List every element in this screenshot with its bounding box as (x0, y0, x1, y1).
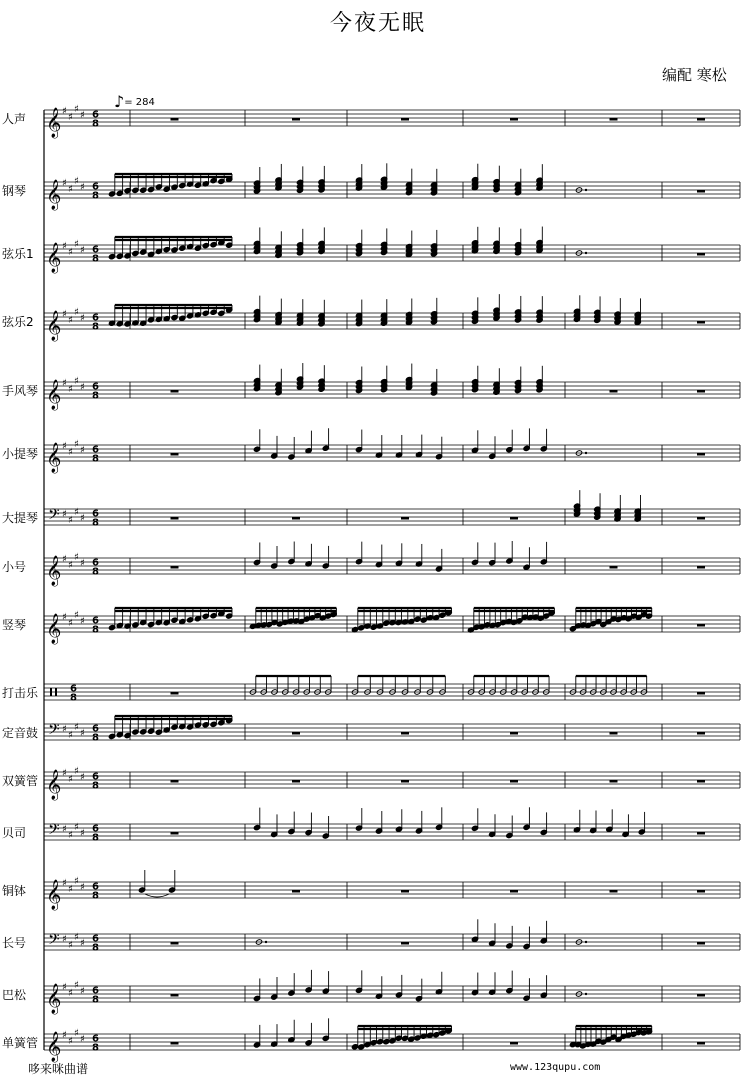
sharp-icon: ♯ (62, 509, 67, 520)
bar-rest (697, 517, 705, 520)
bar-rest (697, 566, 705, 569)
staff (44, 716, 740, 744)
sharp-icon: ♯ (62, 768, 67, 779)
bar-rest (292, 118, 300, 121)
dot (585, 189, 587, 191)
treble-clef-icon: 𝄞 (46, 984, 62, 1014)
sharp-icon: ♯ (68, 830, 73, 841)
instrument-label: 钢琴 (2, 184, 27, 198)
staff (44, 541, 740, 587)
sharp-icon: ♯ (68, 515, 73, 526)
sharp-icon: ♯ (68, 940, 73, 951)
treble-clef-icon: 𝄞 (46, 180, 62, 210)
sharp-icon: ♯ (68, 560, 73, 571)
instrument-label: 铜钵 (2, 884, 27, 898)
bar-rest (697, 994, 705, 997)
time-signature-bottom: 8 (92, 994, 99, 1006)
time-signature-bottom: 8 (92, 732, 99, 744)
bar-rest (171, 832, 179, 835)
bar-rest (510, 890, 518, 893)
bar-rest (401, 517, 409, 520)
bar-rest (697, 942, 705, 945)
sharp-icon: ♯ (62, 824, 67, 835)
bar-rest (292, 780, 300, 783)
time-signature-bottom: 8 (92, 942, 99, 954)
bar-rest (510, 1042, 518, 1045)
sharp-icon: ♯ (68, 884, 73, 895)
bar-rest (401, 942, 409, 945)
sharp-icon: ♯ (68, 1036, 73, 1047)
time-signature-bottom: 8 (92, 624, 99, 636)
time-signature-top: 6 (92, 312, 99, 324)
bass-clef-icon: 𝄢 (48, 721, 60, 742)
sharp-icon: ♯ (80, 986, 85, 997)
bar-rest (697, 624, 705, 627)
sharp-icon: ♯ (80, 772, 85, 783)
bar-rest (401, 780, 409, 783)
sharp-icon: ♯ (62, 878, 67, 889)
sharp-icon: ♯ (80, 382, 85, 393)
dot (585, 993, 587, 995)
tempo-value: = 284 (124, 97, 155, 108)
staff (44, 919, 740, 953)
time-signature-bottom: 8 (92, 321, 99, 333)
bar-rest (292, 890, 300, 893)
treble-clef-icon: 𝄞 (46, 770, 62, 800)
treble-clef-icon: 𝄞 (46, 311, 62, 341)
sharp-icon: ♯ (80, 182, 85, 193)
sharp-icon: ♯ (62, 178, 67, 189)
instrument-label: 大提琴 (2, 511, 39, 525)
sharp-icon: ♯ (74, 307, 79, 318)
time-signature-bottom: 8 (92, 253, 99, 265)
footer-site-name: 哆来咪曲谱 (28, 1062, 89, 1076)
bar-rest (171, 566, 179, 569)
instrument-label: 巴松 (2, 988, 27, 1002)
footer-url: www.123qupu.com (510, 1062, 601, 1073)
treble-clef-icon: 𝄞 (46, 1032, 62, 1062)
sharp-icon: ♯ (68, 112, 73, 123)
time-signature-bottom: 8 (92, 780, 99, 792)
bar-rest (697, 321, 705, 324)
time-signature-bottom: 8 (92, 517, 99, 529)
bar-rest (292, 732, 300, 735)
sharp-icon: ♯ (80, 245, 85, 256)
staff (44, 363, 740, 411)
instrument-label: 定音鼓 (2, 726, 39, 740)
bar-rest (171, 780, 179, 783)
instrument-label: 小号 (2, 560, 27, 574)
bar-rest (401, 890, 409, 893)
sharp-icon: ♯ (62, 106, 67, 117)
time-signature-top: 6 (92, 881, 99, 893)
dot (585, 941, 587, 943)
sharp-icon: ♯ (80, 313, 85, 324)
sharp-icon: ♯ (74, 1028, 79, 1039)
time-signature-top: 6 (70, 683, 77, 695)
sharp-icon: ♯ (80, 728, 85, 739)
time-signature-top: 6 (92, 557, 99, 569)
sharp-icon: ♯ (62, 982, 67, 993)
sharp-icon: ♯ (74, 176, 79, 187)
sharp-icon: ♯ (62, 1030, 67, 1041)
bar-rest (697, 453, 705, 456)
sharp-icon: ♯ (68, 184, 73, 195)
bar-rest (697, 890, 705, 893)
staff (44, 870, 740, 911)
time-signature-bottom: 8 (92, 566, 99, 578)
sharp-icon: ♯ (74, 876, 79, 887)
treble-clef-icon: 𝄞 (46, 614, 62, 644)
sharp-icon: ♯ (74, 766, 79, 777)
bar-rest (171, 517, 179, 520)
bar-rest (697, 780, 705, 783)
sharp-icon: ♯ (68, 384, 73, 395)
bass-clef-icon: 𝄢 (48, 821, 60, 842)
staff (44, 294, 740, 342)
sharp-icon: ♯ (68, 447, 73, 458)
sharp-icon: ♯ (74, 822, 79, 833)
sharp-icon: ♯ (74, 104, 79, 115)
sharp-icon: ♯ (68, 247, 73, 258)
bar-rest (697, 190, 705, 193)
sharp-icon: ♯ (62, 441, 67, 452)
instrument-label: 竖琴 (2, 618, 27, 632)
sharp-icon: ♯ (74, 932, 79, 943)
sharp-icon: ♯ (68, 988, 73, 999)
bar-rest (510, 780, 518, 783)
time-signature-top: 6 (92, 933, 99, 945)
sharp-icon: ♯ (80, 445, 85, 456)
sharp-icon: ♯ (74, 552, 79, 563)
time-signature-top: 6 (92, 181, 99, 193)
time-signature-top: 6 (92, 444, 99, 456)
bar-rest (610, 890, 618, 893)
time-signature-bottom: 8 (92, 1042, 99, 1054)
bar-rest (171, 692, 179, 695)
bar-rest (610, 566, 618, 569)
bar-rest (697, 253, 705, 256)
sharp-icon: ♯ (80, 558, 85, 569)
sharp-icon: ♯ (68, 315, 73, 326)
time-signature-bottom: 8 (92, 890, 99, 902)
bar-rest (171, 453, 179, 456)
sharp-icon: ♯ (80, 616, 85, 627)
sharp-icon: ♯ (74, 376, 79, 387)
staff (44, 227, 740, 274)
staff (44, 766, 740, 801)
bass-clef-icon: 𝄢 (48, 506, 60, 527)
sharp-icon: ♯ (62, 934, 67, 945)
staff (44, 970, 740, 1015)
percussion-clef-icon (55, 688, 57, 696)
time-signature-top: 6 (92, 508, 99, 520)
arranger-credit: 编配 寒松 (662, 66, 727, 84)
staff (44, 428, 740, 474)
bar-rest (697, 732, 705, 735)
instrument-label: 弦乐2 (2, 315, 34, 329)
treble-clef-icon: 𝄞 (46, 380, 62, 410)
sharp-icon: ♯ (74, 507, 79, 518)
time-signature-top: 6 (92, 244, 99, 256)
dot (265, 941, 267, 943)
sharp-icon: ♯ (80, 882, 85, 893)
bar-rest (171, 994, 179, 997)
time-signature-bottom: 8 (70, 692, 77, 704)
instrument-label: 人声 (2, 112, 27, 126)
treble-clef-icon: 𝄞 (46, 108, 62, 138)
time-signature-top: 6 (92, 615, 99, 627)
time-signature-top: 6 (92, 771, 99, 783)
staff (44, 608, 740, 645)
time-signature-top: 6 (92, 985, 99, 997)
score-title: 今夜无眠 (329, 11, 426, 36)
time-signature-bottom: 8 (92, 390, 99, 402)
bar-rest (171, 942, 179, 945)
time-signature-top: 6 (92, 1033, 99, 1045)
bar-rest (510, 517, 518, 520)
staff (44, 807, 740, 843)
sharp-icon: ♯ (80, 938, 85, 949)
sharp-icon: ♯ (68, 774, 73, 785)
sharp-icon: ♯ (74, 439, 79, 450)
bass-clef-icon: 𝄢 (48, 931, 60, 952)
time-signature-top: 6 (92, 823, 99, 835)
staff (44, 676, 740, 704)
instrument-label: 长号 (2, 936, 27, 950)
dot (585, 452, 587, 454)
sharp-icon: ♯ (68, 618, 73, 629)
bar-rest (292, 517, 300, 520)
instrument-label: 打击乐 (2, 686, 39, 700)
sharp-icon: ♯ (74, 610, 79, 621)
sharp-icon: ♯ (80, 110, 85, 121)
time-signature-bottom: 8 (92, 190, 99, 202)
sharp-icon: ♯ (62, 309, 67, 320)
bar-rest (697, 1042, 705, 1045)
instrument-label: 手风琴 (2, 384, 39, 398)
time-signature-bottom: 8 (92, 832, 99, 844)
time-signature-top: 6 (92, 723, 99, 735)
time-signature-top: 6 (92, 109, 99, 121)
time-signature-bottom: 8 (92, 453, 99, 465)
bar-rest (610, 780, 618, 783)
staff (44, 163, 740, 211)
instrument-label: 双簧管 (2, 774, 39, 788)
sharp-icon: ♯ (80, 1034, 85, 1045)
staff (44, 104, 740, 139)
percussion-clef-icon (50, 688, 52, 696)
sharp-icon: ♯ (62, 724, 67, 735)
bar-rest (610, 732, 618, 735)
sharp-icon: ♯ (74, 239, 79, 250)
sharp-icon: ♯ (62, 554, 67, 565)
staff (44, 490, 740, 528)
bar-rest (171, 390, 179, 393)
treble-clef-icon: 𝄞 (46, 443, 62, 473)
sharp-icon: ♯ (68, 730, 73, 741)
treble-clef-icon: 𝄞 (46, 880, 62, 910)
sharp-icon: ♯ (62, 612, 67, 623)
sharp-icon: ♯ (62, 241, 67, 252)
instrument-label: 单簧管 (2, 1036, 39, 1050)
bar-rest (697, 692, 705, 695)
eighth-note-icon: ♪ (114, 92, 125, 111)
time-signature-top: 6 (92, 381, 99, 393)
instrument-label: 贝司 (2, 826, 27, 840)
sharp-icon: ♯ (74, 980, 79, 991)
bar-rest (610, 390, 618, 393)
instrument-label: 小提琴 (2, 447, 39, 461)
bar-rest (510, 732, 518, 735)
sharp-icon: ♯ (74, 722, 79, 733)
bar-rest (697, 832, 705, 835)
treble-clef-icon: 𝄞 (46, 243, 62, 273)
staff (44, 1018, 740, 1063)
bar-rest (401, 732, 409, 735)
instrument-label: 弦乐1 (2, 247, 34, 261)
bar-rest (401, 118, 409, 121)
dot (585, 252, 587, 254)
bar-rest (171, 1042, 179, 1045)
bar-rest (610, 118, 618, 121)
tie (145, 894, 169, 897)
sharp-icon: ♯ (80, 828, 85, 839)
sharp-icon: ♯ (62, 378, 67, 389)
bar-rest (697, 390, 705, 393)
bar-rest (697, 118, 705, 121)
sharp-icon: ♯ (80, 513, 85, 524)
time-signature-bottom: 8 (92, 118, 99, 130)
bar-rest (510, 118, 518, 121)
bar-rest (171, 118, 179, 121)
treble-clef-icon: 𝄞 (46, 556, 62, 586)
